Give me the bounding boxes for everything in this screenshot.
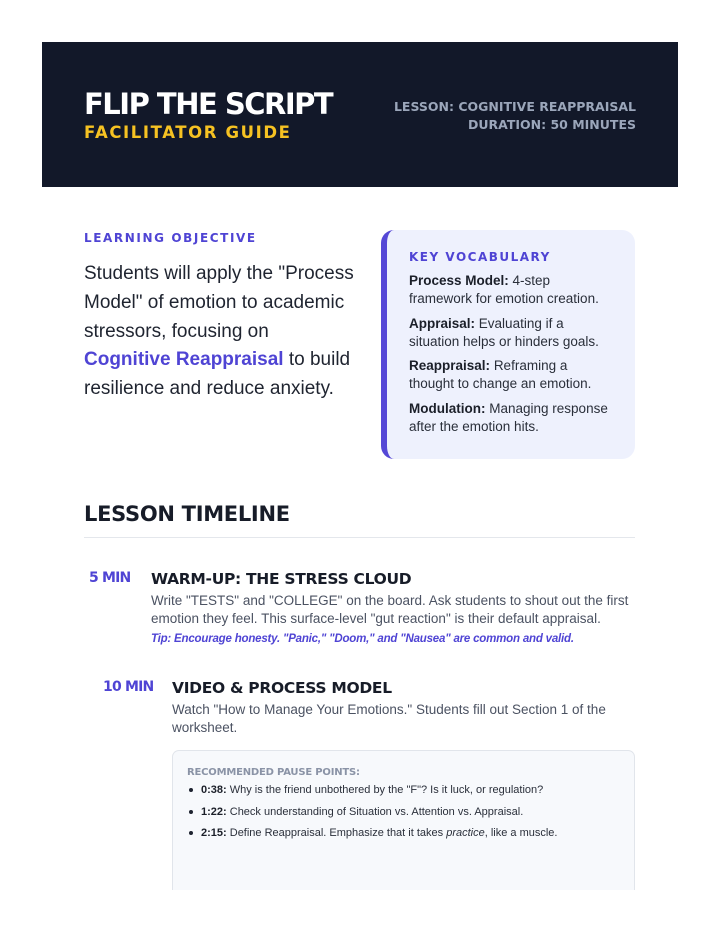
timeline-description: Write "TESTS" and "COLLEGE" on the board. Ask students to shout out the first emotion they feel. This surface-level "gut reaction" is their default appraisal. [151,593,629,626]
key-vocabulary-card [381,230,635,459]
timeline-description: Watch "How to Manage Your Emotions." Students fill out Section 1 of the worksheet. [172,702,606,735]
vocab-definition: Reframing a thought to change an emotion. [409,358,592,391]
vocab-definition: Evaluating if a situation helps or hinders goals. [409,315,599,349]
pause-point [187,783,620,797]
timeline-divider [84,537,635,538]
vocab-term: Appraisal: [409,315,476,331]
vocab-term: Reappraisal: [409,358,491,373]
timeline-tip: Tip: Encourage honesty. "Panic," "Doom," and "Nausea" are common and valid. [151,633,574,645]
pause-point [187,805,620,819]
pause-point [187,826,620,840]
vocab-item [409,272,615,308]
vocab-definition: Managing response after the emotion hits. [409,400,608,434]
pause-text-end: , like a muscle. [484,827,558,839]
timeline-title: WARM-UP: THE STRESS CLOUD [151,570,412,588]
header-banner [42,42,678,187]
pause-text: Check understanding of Situation vs. Attention vs. Appraisal. [229,805,524,818]
vocab-item [409,357,615,393]
vocab-item [409,400,615,436]
objective-text-start: Students will apply the "Process Model" of emotion to academic stressors, focusing on [84,263,354,342]
pause-points-list [187,783,620,840]
guide-title: FLIP THE SCRIPT [84,87,333,121]
lesson-timeline-heading: LESSON TIMELINE [84,502,290,526]
timeline-time: 5 MIN [89,570,131,586]
learning-objective-heading: LEARNING OBJECTIVE [84,231,257,245]
lesson-name: LESSON: COGNITIVE REAPPRAISAL [393,99,636,114]
pause-points-heading: RECOMMENDED PAUSE POINTS: [187,767,360,778]
pause-points-box [172,750,635,890]
learning-objective-text [84,260,354,404]
objective-text-end: to build resilience and reduce anxiety. [84,349,351,400]
key-vocabulary-heading: KEY VOCABULARY [409,250,551,264]
lesson-duration: DURATION: 50 MINUTES [468,117,636,132]
pause-emphasis: practice [446,827,485,839]
vocab-term: Process Model: [409,273,509,288]
vocab-item [409,315,615,351]
vocab-definition: 4-step framework for emotion creation. [409,273,599,306]
lesson-meta [394,98,636,134]
pause-text: Define Reappraisal. Emphasize that it takes [229,827,447,839]
guide-subtitle: FACILITATOR GUIDE [84,123,292,142]
timeline-time: 10 MIN [103,679,154,695]
objective-highlight: Cognitive Reappraisal [84,349,284,371]
vocab-term: Modulation: [409,400,486,416]
timeline-title: VIDEO & PROCESS MODEL [172,679,392,697]
pause-timestamp: 1:22: [201,805,227,818]
pause-text: Why is the friend unbothered by the "F"? Is it luck, or regulation? [229,784,544,796]
pause-timestamp: 0:38: [201,784,227,796]
pause-timestamp: 2:15: [201,827,227,839]
